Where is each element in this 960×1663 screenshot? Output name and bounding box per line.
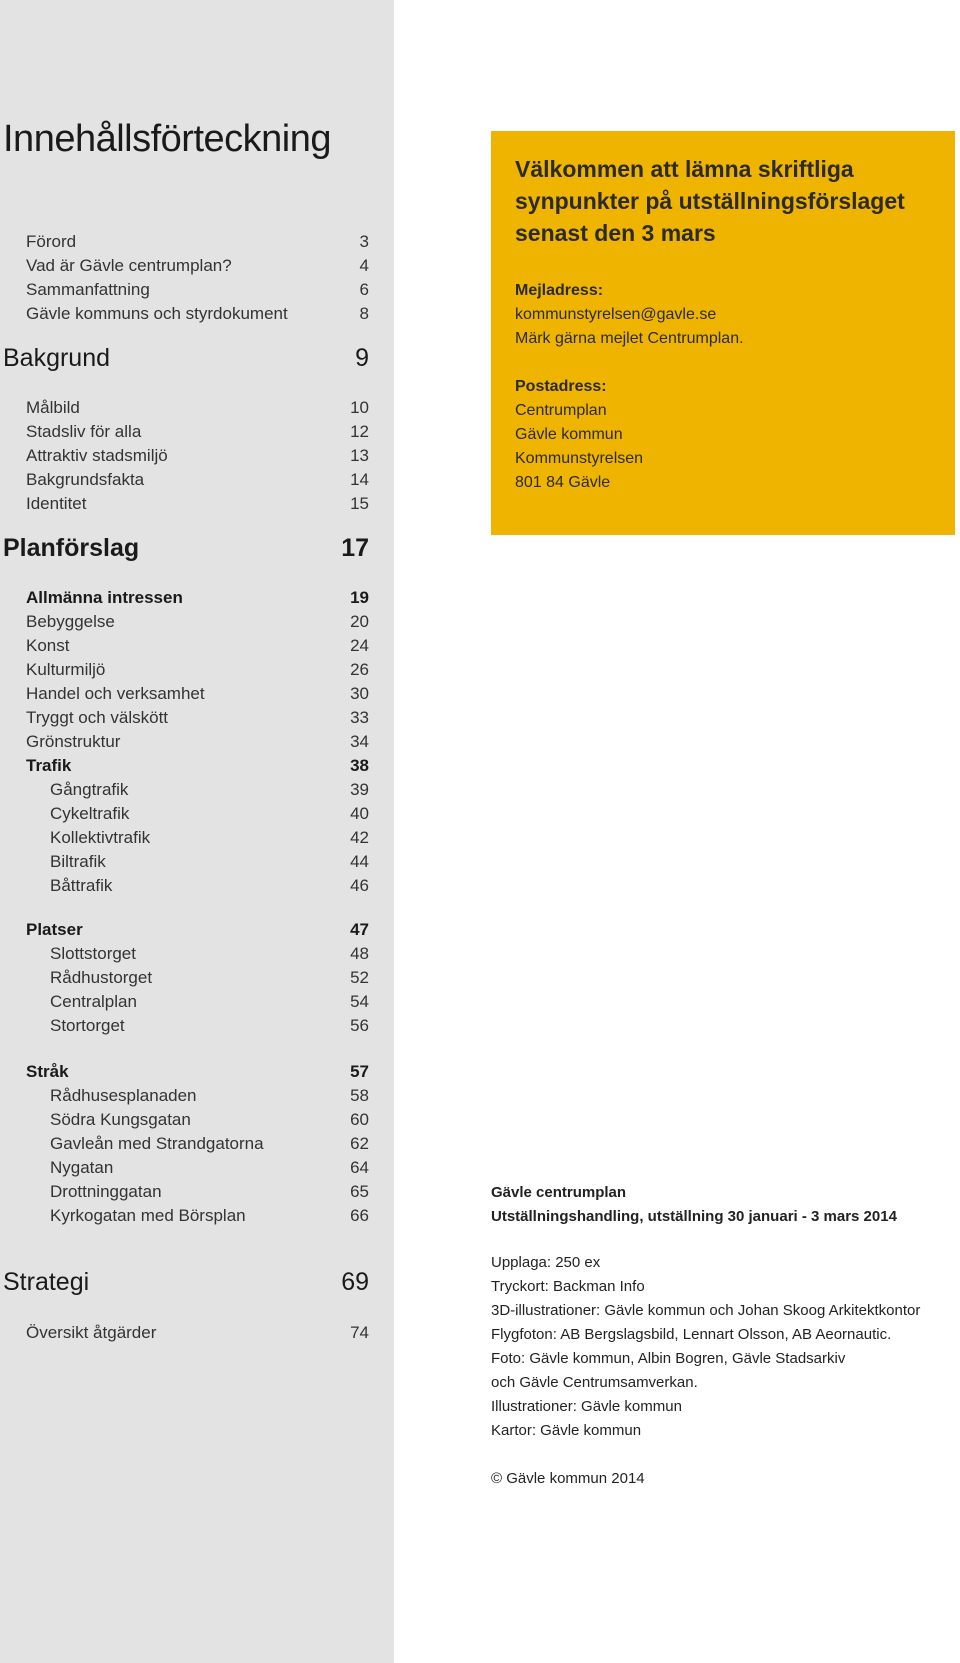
toc-section-label: Bakgrund [3,344,111,372]
email-group [515,279,931,351]
copyright-notice: © Gävle kommun 2014 [491,1470,645,1487]
toc-entry[interactable] [26,446,369,468]
colophon-line: Upplaga: 250 ex [491,1254,601,1271]
toc-entry[interactable] [50,1206,369,1228]
toc-entry[interactable] [50,852,369,874]
toc-entry-page: 39 [350,780,369,799]
toc-entry-page: 60 [350,1110,369,1129]
toc-entry[interactable] [50,944,369,966]
colophon-line: Foto: Gävle kommun, Albin Bogren, Gävle Stadsarkiv [491,1350,846,1367]
toc-section-bakgrund[interactable] [3,344,369,374]
toc-entry-label: Stortorget [50,1016,125,1035]
colophon-line: Kartor: Gävle kommun [491,1422,642,1439]
toc-entry[interactable] [26,280,369,302]
colophon-line: 3D-illustrationer: Gävle kommun och Johan Skoog Arkitektkontor [491,1302,921,1319]
postal-line: Centrumplan [515,402,607,419]
toc-entry-label: Översikt åtgärder [26,1323,157,1342]
toc-entry-page: 13 [350,446,369,465]
toc-entry[interactable] [26,422,369,444]
toc-entry-page: 10 [350,398,369,417]
postal-line: Kommunstyrelsen [515,450,644,467]
toc-section-page: 9 [355,344,369,372]
feedback-heading-line: synpunkter på utställningsförslaget [515,188,905,214]
toc-entry[interactable] [26,612,369,634]
toc-entry-label: Vad är Gävle centrumplan? [26,256,232,275]
toc-entry-label: Drottninggatan [50,1182,162,1201]
toc-title: Innehållsförteckning [3,118,331,160]
toc-entry[interactable] [50,1182,369,1204]
toc-section-page: 17 [341,534,369,562]
toc-entry-page: 19 [350,588,369,607]
toc-entry-label: Gångtrafik [50,780,129,799]
colophon-line: Illustrationer: Gävle kommun [491,1398,682,1415]
toc-entry-page: 8 [359,304,369,323]
postal-group [515,375,931,495]
toc-entry-page: 44 [350,852,369,871]
toc-entry[interactable] [50,780,369,802]
toc-subsection-allmanna[interactable] [26,588,369,610]
toc-entry-page: 38 [350,756,369,775]
toc-entry-page: 3 [359,232,369,251]
toc-entry-page: 62 [350,1134,369,1153]
toc-subsection-platser[interactable] [26,920,369,942]
toc-entry[interactable] [26,256,369,278]
toc-entry[interactable] [26,304,369,326]
toc-entry[interactable] [26,470,369,492]
toc-entry[interactable] [26,636,369,658]
feedback-heading-line: senast den 3 mars [515,220,716,246]
toc-entry-page: 40 [350,804,369,823]
colophon-subtitle: Utställningshandling, utställning 30 januari - 3 mars 2014 [491,1208,897,1225]
toc-panel [0,0,394,1663]
toc-entry-label: Allmänna intressen [26,588,183,607]
toc-entry[interactable] [50,1110,369,1132]
toc-entry[interactable] [50,992,369,1014]
toc-entry[interactable] [26,684,369,706]
postal-line: Gävle kommun [515,426,623,443]
toc-subsection-trafik[interactable] [26,756,369,778]
colophon-line: Flygfoton: AB Bergslagsbild, Lennart Olsson, AB Aeornautic. [491,1326,892,1343]
toc-entry[interactable] [26,708,369,730]
toc-entry-page: 54 [350,992,369,1011]
toc-entry[interactable] [50,828,369,850]
toc-entry-label: Biltrafik [50,852,106,871]
toc-entry-page: 56 [350,1016,369,1035]
toc-entry-label: Gävle kommuns och styrdokument [26,304,288,323]
toc-entry-label: Stråk [26,1062,69,1081]
toc-entry-page: 66 [350,1206,369,1225]
email-label: Mejladress: [515,282,604,299]
toc-entry[interactable] [26,232,369,254]
toc-entry[interactable] [26,398,369,420]
toc-entry-page: 15 [350,494,369,513]
toc-entry-page: 20 [350,612,369,631]
toc-entry-page: 46 [350,876,369,895]
colophon [491,1181,951,1491]
toc-entry[interactable] [26,494,369,516]
toc-entry-page: 52 [350,968,369,987]
toc-entry-label: Nygatan [50,1158,114,1177]
toc-entry-label: Trafik [26,756,72,775]
toc-entry-label: Kulturmiljö [26,660,106,679]
feedback-heading [515,153,931,249]
email-note: Märk gärna mejlet Centrumplan. [515,330,744,347]
toc-entry-label: Platser [26,920,83,939]
toc-entry-page: 34 [350,732,369,751]
toc-section-planforslag[interactable] [3,534,369,564]
toc-entry-page: 58 [350,1086,369,1105]
toc-entry[interactable] [50,1158,369,1180]
toc-entry-label: Identitet [26,494,87,513]
toc-entry[interactable] [50,1016,369,1038]
toc-entry-label: Centralplan [50,992,137,1011]
toc-entry-label: Tryggt och välskött [26,708,169,727]
toc-entry[interactable] [26,660,369,682]
toc-entry-label: Sammanfattning [26,280,150,299]
toc-entry-page: 64 [350,1158,369,1177]
toc-entry-label: Cykeltrafik [50,804,130,823]
toc-section-page: 69 [341,1268,369,1296]
toc-entry-label: Bakgrundsfakta [26,470,145,489]
toc-entry-label: Grönstruktur [26,732,121,751]
toc-entry-page: 65 [350,1182,369,1201]
toc-entry-page: 26 [350,660,369,679]
toc-section-strategi[interactable] [3,1268,369,1298]
toc-entry[interactable] [50,968,369,990]
colophon-line: Tryckort: Backman Info [491,1278,645,1295]
toc-entry-page: 47 [350,920,369,939]
toc-entry[interactable] [50,804,369,826]
toc-entry[interactable] [26,1323,369,1345]
toc-entry-page: 57 [350,1062,369,1081]
toc-entry-label: Kyrkogatan med Börsplan [50,1206,246,1225]
feedback-info-box [491,131,955,535]
toc-entry-label: Rådhusesplanaden [50,1086,197,1105]
email-address-link[interactable]: kommunstyrelsen@gavle.se [515,306,717,323]
toc-entry[interactable] [26,732,369,754]
toc-entry-label: Stadsliv för alla [26,422,142,441]
toc-entry-label: Målbild [26,398,80,417]
postal-line: 801 84 Gävle [515,474,611,491]
toc-entry-page: 6 [359,280,369,299]
postal-label: Postadress: [515,378,607,395]
colophon-line: och Gävle Centrumsamverkan. [491,1374,698,1391]
toc-entry-page: 30 [350,684,369,703]
toc-entry-label: Rådhustorget [50,968,153,987]
toc-entry-page: 14 [350,470,369,489]
toc-entry-label: Kollektivtrafik [50,828,151,847]
toc-entry-page: 48 [350,944,369,963]
toc-entry-page: 24 [350,636,369,655]
toc-entry-page: 74 [350,1323,369,1342]
feedback-heading-line: Välkommen att lämna skriftliga [515,156,854,182]
colophon-title: Gävle centrumplan [491,1184,627,1201]
toc-entry-label: Handel och verksamhet [26,684,205,703]
toc-entry-label: Gavleån med Strandgatorna [50,1134,264,1153]
toc-entry-label: Båttrafik [50,876,113,895]
toc-entry[interactable] [50,1086,369,1108]
toc-entry[interactable] [50,1134,369,1156]
toc-section-label: Planförslag [3,534,140,562]
toc-entry-page: 42 [350,828,369,847]
toc-entry-label: Förord [26,232,77,251]
toc-entry[interactable] [50,876,369,898]
toc-entry-label: Konst [26,636,70,655]
toc-entry-page: 33 [350,708,369,727]
toc-section-label: Strategi [3,1268,90,1296]
toc-subsection-strak[interactable] [26,1062,369,1084]
toc-entry-label: Slottstorget [50,944,136,963]
toc-entry-label: Bebyggelse [26,612,115,631]
toc-entry-label: Södra Kungsgatan [50,1110,191,1129]
toc-entry-page: 4 [359,256,369,275]
toc-entry-page: 12 [350,422,369,441]
toc-entry-label: Attraktiv stadsmiljö [26,446,168,465]
